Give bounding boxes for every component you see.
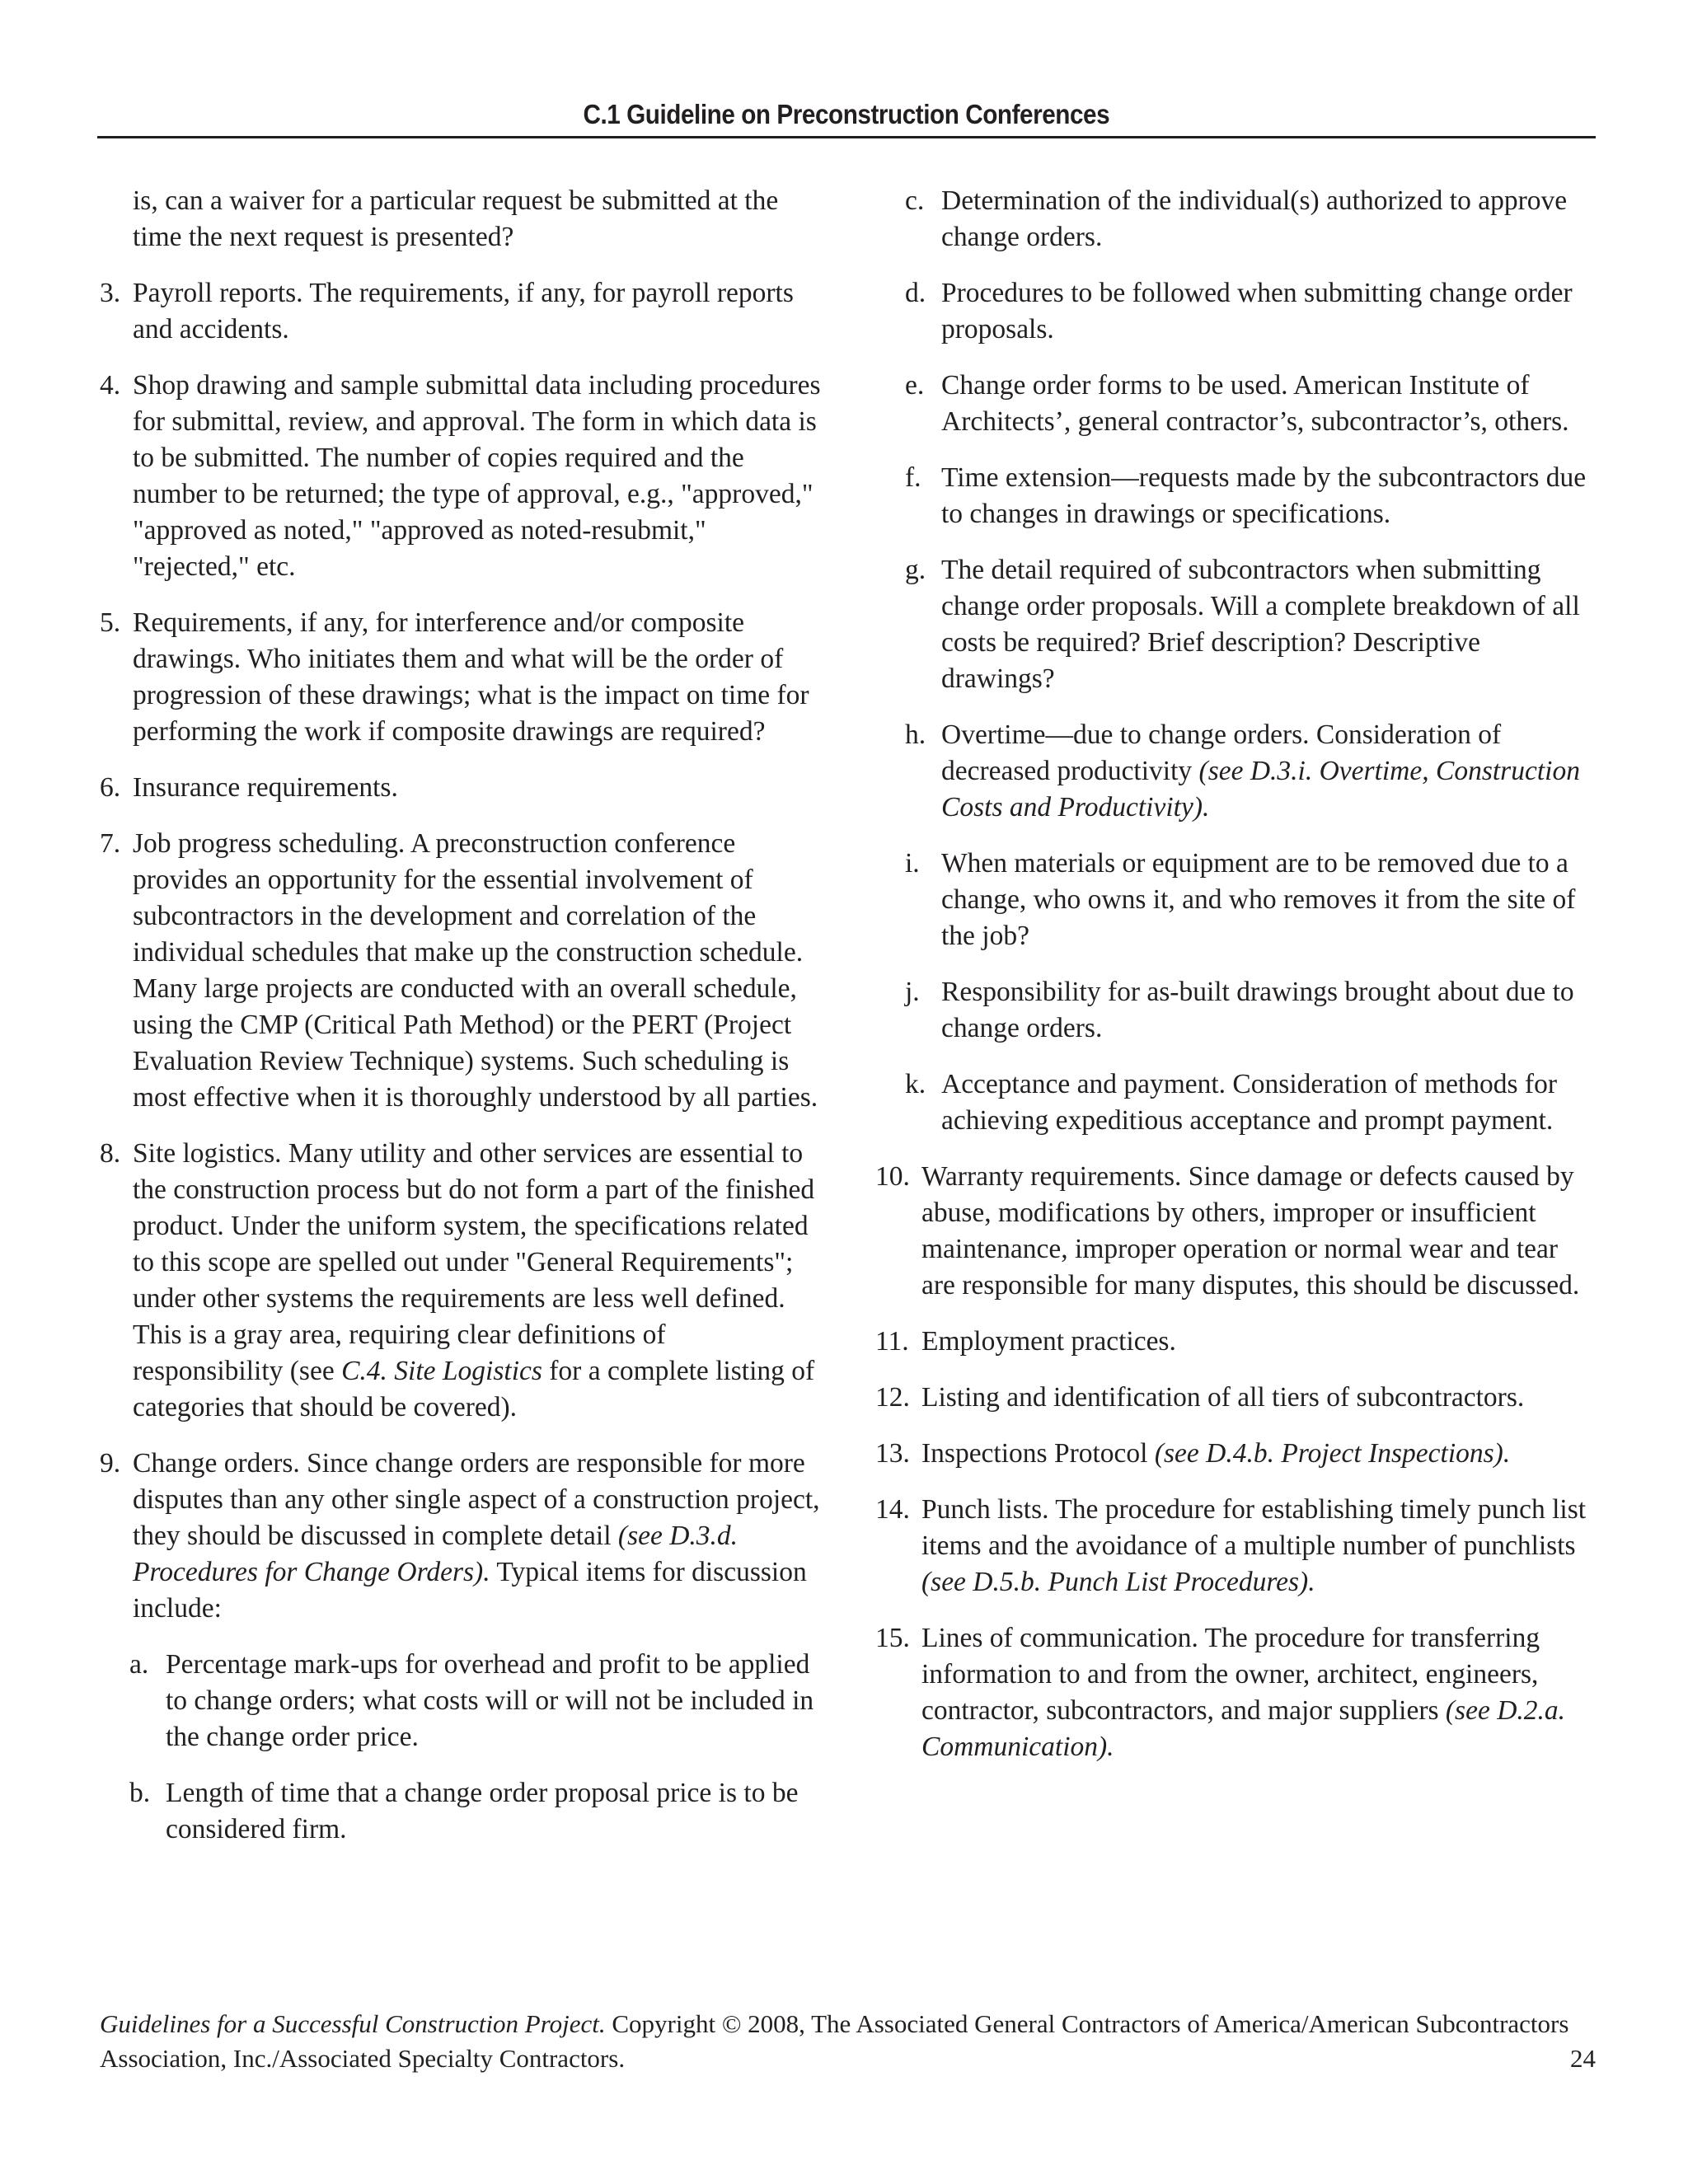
right-column — [875, 183, 1597, 1785]
cross-reference: (see D.3.i. Overtime, Construction Costs and Productivity). — [941, 756, 1580, 823]
list-item-6: 6. Insurance requirements. — [100, 772, 398, 803]
sub-item-k: k. Acceptance and payment. Consideration of methods for achieving expeditious acceptance and prompt payment. — [905, 1069, 1557, 1136]
list-item-8: 8. Site logistics. Many utility and other services are essential to the construction process but do not form a part of the finished product. Under the uniform system, the specifications related to this scope are spelled out under "General Requirements"; under other systems the requirements are less well defined. This is a gray area, requiring clear definitions of responsibility (see C.4. Site Logistics for a complete listing of categories that should be covered). — [100, 1138, 815, 1422]
page-title: C.1 Guideline on Preconstruction Conferences — [583, 99, 1110, 129]
sub-item-e: e. Change order forms to be used. American Institute of Architects’, general contractor’s, subcontractor’s, others. — [905, 370, 1569, 437]
list-item-13: 13. Inspections Protocol (see D.4.b. Project Inspections). — [875, 1438, 1511, 1469]
cross-reference: (see D.3.d. Procedures for Change Orders). — [133, 1521, 738, 1587]
list-item-5: 5. Requirements, if any, for interference and/or composite drawings. Who initiates them and what will be the order of progression of these drawings; what is the impact on time for performing the work if composite drawings are required? — [100, 607, 809, 747]
continuation-paragraph: is, can a waiver for a particular request be submitted at the time the next request is presented? — [133, 185, 779, 252]
sub-item-h: h. Overtime—due to change orders. Consideration of decreased productivity (see D.3.i. Overtime, Construction Costs and Productivity). — [905, 719, 1580, 823]
cross-reference: (see D.2.a. Communication). — [921, 1695, 1566, 1762]
sub-item-a: a. Percentage mark-ups for overhead and profit to be applied to change orders; what costs will or will not be included in the change order price. — [129, 1649, 814, 1752]
sub-item-c: c. Determination of the individual(s) authorized to approve change orders. — [905, 185, 1568, 252]
footer-copyright: Copyright © 2008, The Associated General Contractors of America/American Subcontractors Association, Inc./Associated Specialty Contractors. — [100, 2009, 1569, 2073]
list-item-11: 11. Employment practices. — [875, 1326, 1176, 1357]
list-item-4: 4. Shop drawing and sample submittal data including procedures for submittal, review, and approval. The form in which data is to be submitted. The number of copies required and the number to be returned; the type of approval, e.g., "approved," "approved as noted," "approved as noted-resubmit," "rejected," etc. — [100, 370, 821, 582]
left-column — [100, 183, 821, 1868]
list-item-7: 7. Job progress scheduling. A preconstruction conference provides an opportunity for the essential involvement of subcontractors in the development and correlation of the individual schedules that make up the construction schedule. Many large projects are conducted with an overall schedule, using the CMP (Critical Path Method) or the PERT (Project Evaluation Review Technique) systems. Such scheduling is most effective when it is thoroughly understood by all parties. — [100, 828, 818, 1113]
footer-book-title: Guidelines for a Successful Construction Project. — [100, 2009, 606, 2038]
list-item-10: 10. Warranty requirements. Since damage or defects caused by abuse, modifications by others, improper or insufficient maintenance, improper operation or normal wear and tear are responsible for many disputes, this should be discussed. — [875, 1161, 1580, 1301]
sub-item-b: b. Length of time that a change order proposal price is to be considered firm. — [129, 1778, 799, 1844]
page-number: 24 — [1570, 2044, 1596, 2073]
sub-item-i: i. When materials or equipment are to be removed due to a change, who owns it, and who removes it from the site of the job? — [905, 848, 1576, 951]
page-footer — [100, 2007, 1596, 2076]
page-header — [97, 93, 1596, 138]
list-item-14: 14. Punch lists. The procedure for establishing timely punch list items and the avoidance of a multiple number of punchlists (see D.5.b. Punch List Procedures). — [875, 1494, 1587, 1597]
cross-reference: C.4. Site Logistics — [341, 1356, 542, 1386]
cross-reference: (see D.4.b. Project Inspections). — [1154, 1438, 1511, 1469]
cross-reference: (see D.5.b. Punch List Procedures). — [921, 1567, 1315, 1597]
sub-item-f: f. Time extension—requests made by the subcontractors due to changes in drawings or specifications. — [905, 462, 1587, 529]
list-item-9: 9. Change orders. Since change orders are responsible for more disputes than any other single aspect of a construction project, they should be discussed in complete detail (see D.3.d. Procedures for Change Orders). Typical items for discussion include: — [100, 1448, 820, 1624]
sub-item-d: d. Procedures to be followed when submitting change order proposals. — [905, 278, 1573, 344]
sub-item-g: g. The detail required of subcontractors when submitting change order proposals. Will a complete breakdown of all costs be required? Brief description? Descriptive drawings? — [905, 555, 1580, 694]
list-item-15: 15. Lines of communication. The procedure for transferring information to and from the owner, architect, engineers, contractor, subcontractors, and major suppliers (see D.2.a. Communication). — [875, 1623, 1566, 1762]
list-item-3: 3. Payroll reports. The requirements, if any, for payroll reports and accidents. — [100, 278, 794, 344]
list-item-12: 12. Listing and identification of all tiers of subcontractors. — [875, 1382, 1525, 1413]
sub-item-j: j. Responsibility for as-built drawings brought about due to change orders. — [905, 977, 1574, 1043]
